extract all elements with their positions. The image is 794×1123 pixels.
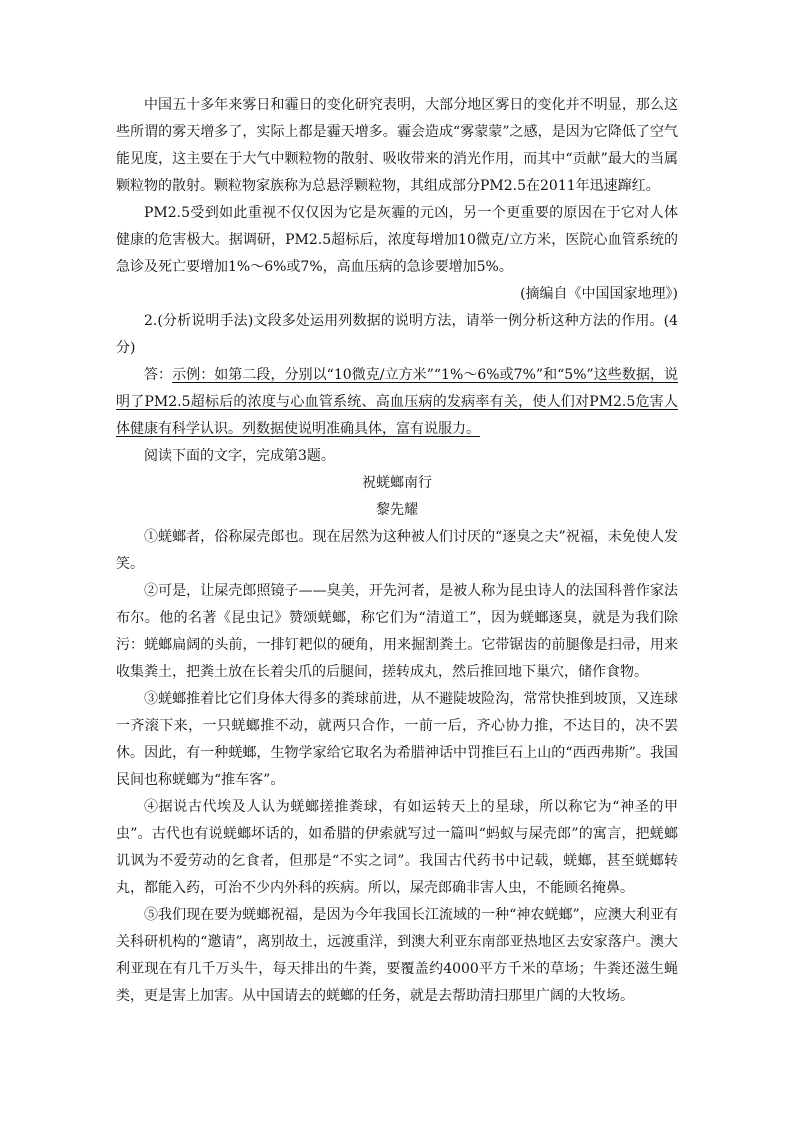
source-citation: (摘编自《中国国家地理》)	[520, 286, 678, 302]
article-paragraph-2: ②可是，让屎壳郎照镜子——臭美，开先河者，是被人称为昆虫诗人的法国科普作家法布尔。他的名著《昆虫记》赞颂蜣螂，称它们为“清道工”，因为蜣螂逐臭，就是为我们除污：蜣螂扁阔的头前，一排钉耙似的硬角，用来掘割粪土。它带锯齿的前腿像是扫帚，用来收集粪土，把粪土放在长着尖爪的后腿间，搓转成丸，然后推回地下巢穴，储作食物。	[116, 583, 678, 680]
article-paragraph-1: ①蜣螂者，俗称屎壳郎也。现在居然为这种被人们讨厌的“逐臭之夫”祝福，未免使人发笑。	[116, 529, 678, 572]
article-author: 黎先耀	[376, 502, 418, 518]
answer-2	[116, 362, 678, 443]
article-paragraph-5: ⑤我们现在要为蜣螂祝福，是因为今年我国长江流域的一种“神农蜣螂”，应澳大利亚有关科研机构的“邀请”，离别故土，远渡重洋，到澳大利亚东南部亚热地区去安家落户。澳大利亚现在有几千万头牛，每天排出的牛粪，要覆盖约4000平方千米的草场；牛粪还滋生蝇类，更是害上加害。从中国请去的蜣螂的任务，就是去帮助清扫那里广阔的大牧场。	[116, 907, 678, 1004]
article-paragraph-3: ③蜣螂推着比它们身体大得多的粪球前进，从不避陡坡险沟，常常快推到坡顶，又连球一齐滚下来，一只蜣螂推不动，就两只合作，一前一后，齐心协力推，不达目的，决不罢休。因此，有一种蜣螂，生物学家给它取名为希腊神话中罚推巨石上山的“西西弗斯”。我国民间也称蜣螂为“推车客”。	[116, 691, 678, 788]
passage-paragraph-1: 中国五十多年来雾日和霾日的变化研究表明，大部分地区雾日的变化并不明显，那么这些所谓的雾天增多了，实际上都是霾天增多。霾会造成“雾蒙蒙”之感，是因为它降低了空气能见度，这主要在于大气中颗粒物的散射、吸收带来的消光作用，而其中“贡献”最大的当属颗粒物的散射。颗粒物家族称为总悬浮颗粒物，其组成部分PM2.5在2011年迅速蹿红。	[116, 97, 678, 194]
answer-body: 示例：如第二段，分别以“10微克/立方米”“1%～6%或7%”和“5%”这些数据，说明了PM2.5超标后的浓度与心血管系统、高血压病的发病率有关，使人们对PM2.5危害人体健康有科学认识。列数据使说明准确具体，富有说服力。	[116, 367, 678, 437]
article-title: 祝蜣螂南行	[362, 475, 432, 491]
question-2: 2.(分析说明手法)文段多处运用列数据的说明方法，请举一例分析这种方法的作用。(4分)	[116, 313, 678, 356]
document-page	[116, 92, 678, 1010]
reading-instruction: 阅读下面的文字，完成第3题。	[144, 448, 335, 464]
passage-paragraph-2: PM2.5受到如此重视不仅仅因为它是灰霾的元凶，另一个更重要的原因在于它对人体健康的危害极大。据调研，PM2.5超标后，浓度每增加10微克/立方米，医院心血管系统的急诊及死亡要增加1%～6%或7%，高血压病的急诊要增加5%。	[116, 205, 678, 275]
answer-prefix: 答：	[144, 367, 173, 383]
article-paragraph-4: ④据说古代埃及人认为蜣螂搓推粪球，有如运转天上的星球，所以称它为“神圣的甲虫”。古代也有说蜣螂坏话的，如希腊的伊索就写过一篇叫“蚂蚁与屎壳郎”的寓言，把蜣螂讥讽为不爱劳动的乞食者，但那是“不实之词”。我国古代药书中记载，蜣螂，甚至蜣螂转丸，都能入药，可治不少内外科的疾病。所以，屎壳郎确非害人虫，不能顾名掩鼻。	[116, 799, 678, 896]
